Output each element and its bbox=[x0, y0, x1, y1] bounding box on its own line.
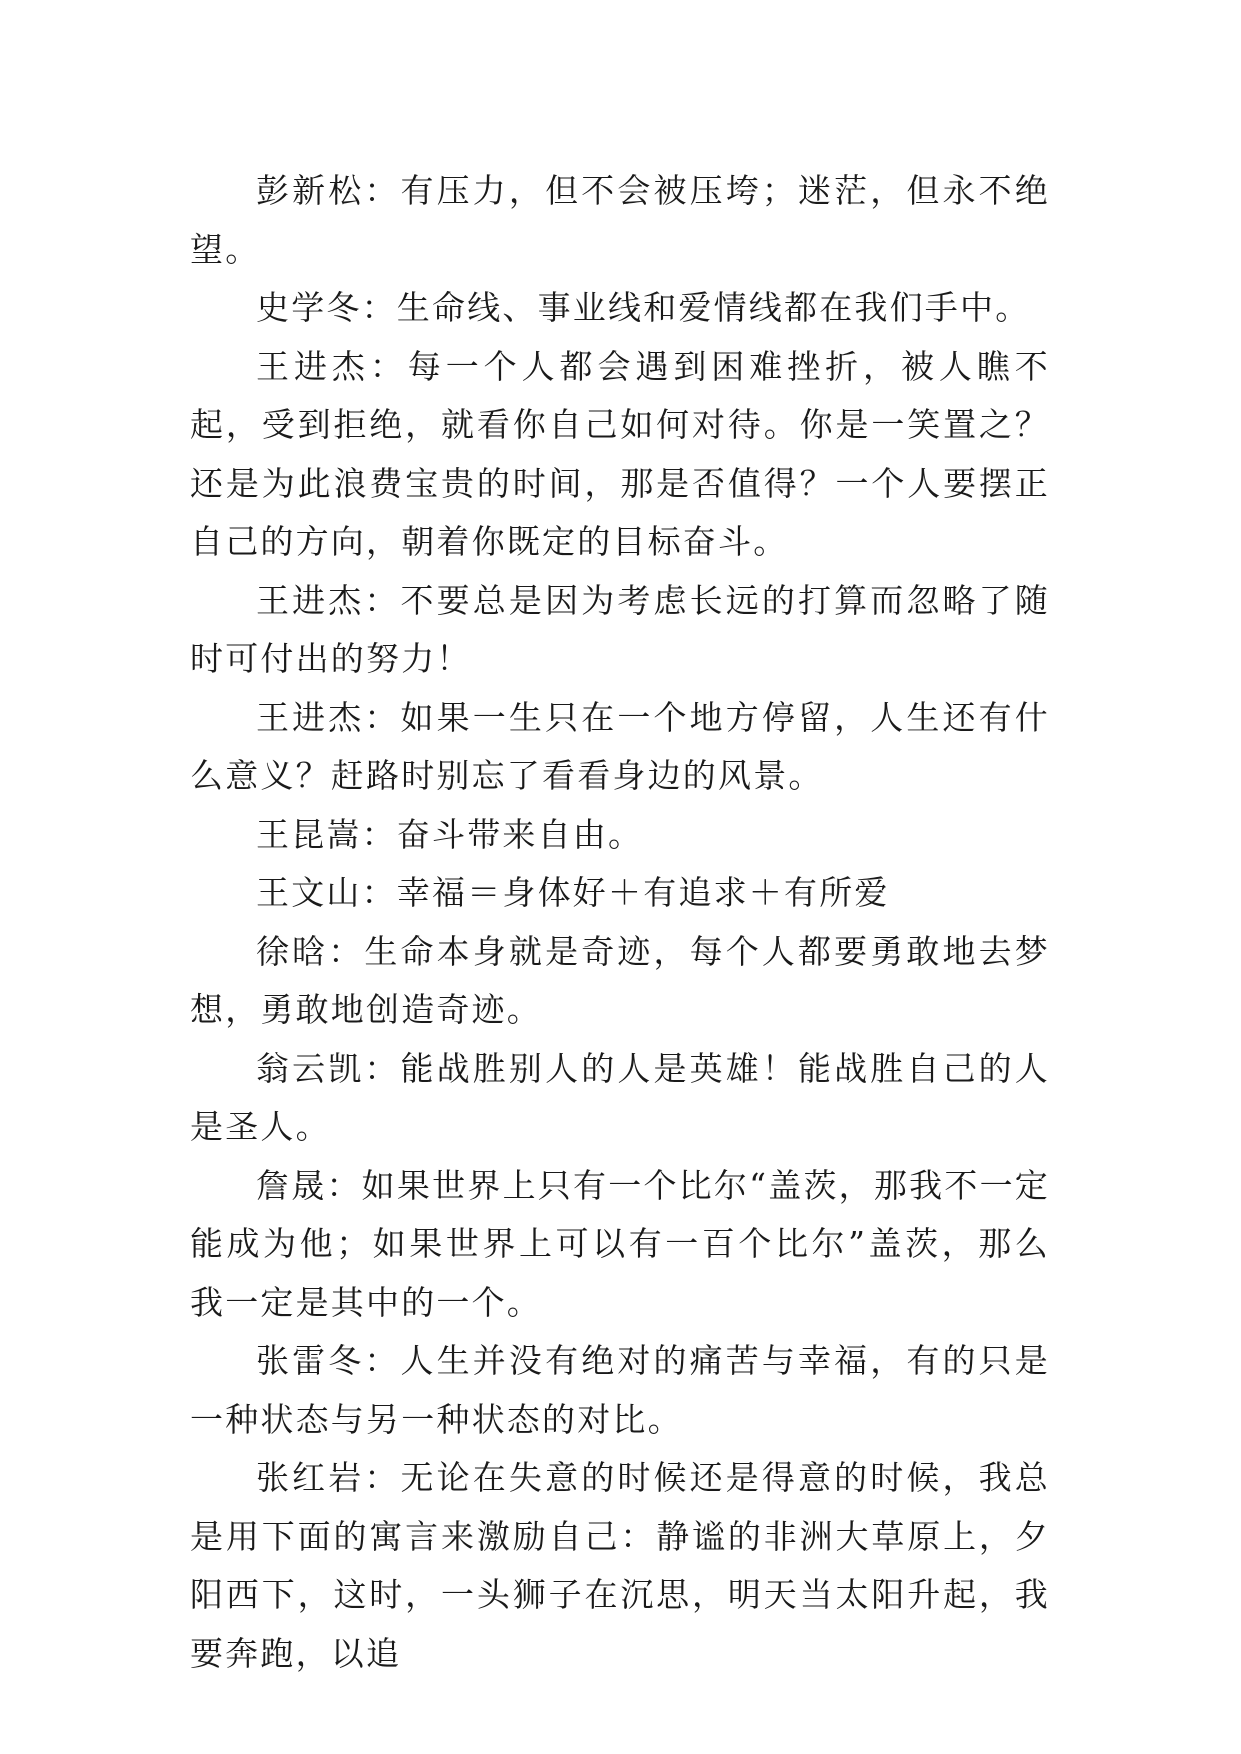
quote-paragraph-wang-kunsong: 王昆嵩：奋斗带来自由。 bbox=[256, 814, 644, 854]
quote-paragraph-weng-yunkai: 翁云凯：能战胜别人的人是英雄！能战胜自己的人是圣人。 bbox=[190, 1048, 1050, 1146]
quote-paragraph-zhang-leidong: 张雷冬：人生并没有绝对的痛苦与幸福，有的只是一种状态与另一种状态的对比。 bbox=[190, 1341, 1050, 1439]
quote-paragraph-wang-wenshan: 王文山：幸福＝身体好＋有追求＋有所爱 bbox=[256, 873, 890, 912]
quote-paragraph-wang-jinjie-1: 王进杰：每一个人都会遇到困难挫折，被人瞧不起，受到拒绝，就看你自己如何对待。你是一笑置之？还是为此浪费宝贵的时间，那是否值得？一个人要摆正自己的方向，朝着你既定的目标奋斗。 bbox=[190, 346, 1050, 561]
quote-paragraph-zhan-sheng: 詹晟：如果世界上只有一个比尔“盖茨，那我不一定能成为他；如果世界上可以有一百个比尔”盖茨，那么我一定是其中的一个。 bbox=[190, 1165, 1050, 1322]
document-page bbox=[190, 162, 1050, 1683]
quote-paragraph-peng-xinsong: 彭新松：有压力，但不会被压垮；迷茫，但永不绝望。 bbox=[190, 171, 1050, 269]
quote-paragraph-shi-xuedong: 史学冬：生命线、事业线和爱情线都在我们手中。 bbox=[256, 288, 1031, 327]
quote-paragraph-wang-jinjie-3: 王进杰：如果一生只在一个地方停留，人生还有什么意义？赶路时别忘了看看身边的风景。 bbox=[190, 697, 1050, 795]
quote-paragraph-wang-jinjie-2: 王进杰：不要总是因为考虑长远的打算而忽略了随时可付出的努力！ bbox=[190, 580, 1050, 678]
quote-paragraph-zhang-hongyan: 张红岩：无论在失意的时候还是得意的时候，我总是用下面的寓言来激励自己：静谧的非洲大草原上，夕阳西下，这时，一头狮子在沉思，明天当太阳升起，我要奔跑，以追 bbox=[190, 1458, 1050, 1673]
quote-paragraph-xu-han: 徐晗：生命本身就是奇迹，每个人都要勇敢地去梦想，勇敢地创造奇迹。 bbox=[190, 931, 1050, 1029]
